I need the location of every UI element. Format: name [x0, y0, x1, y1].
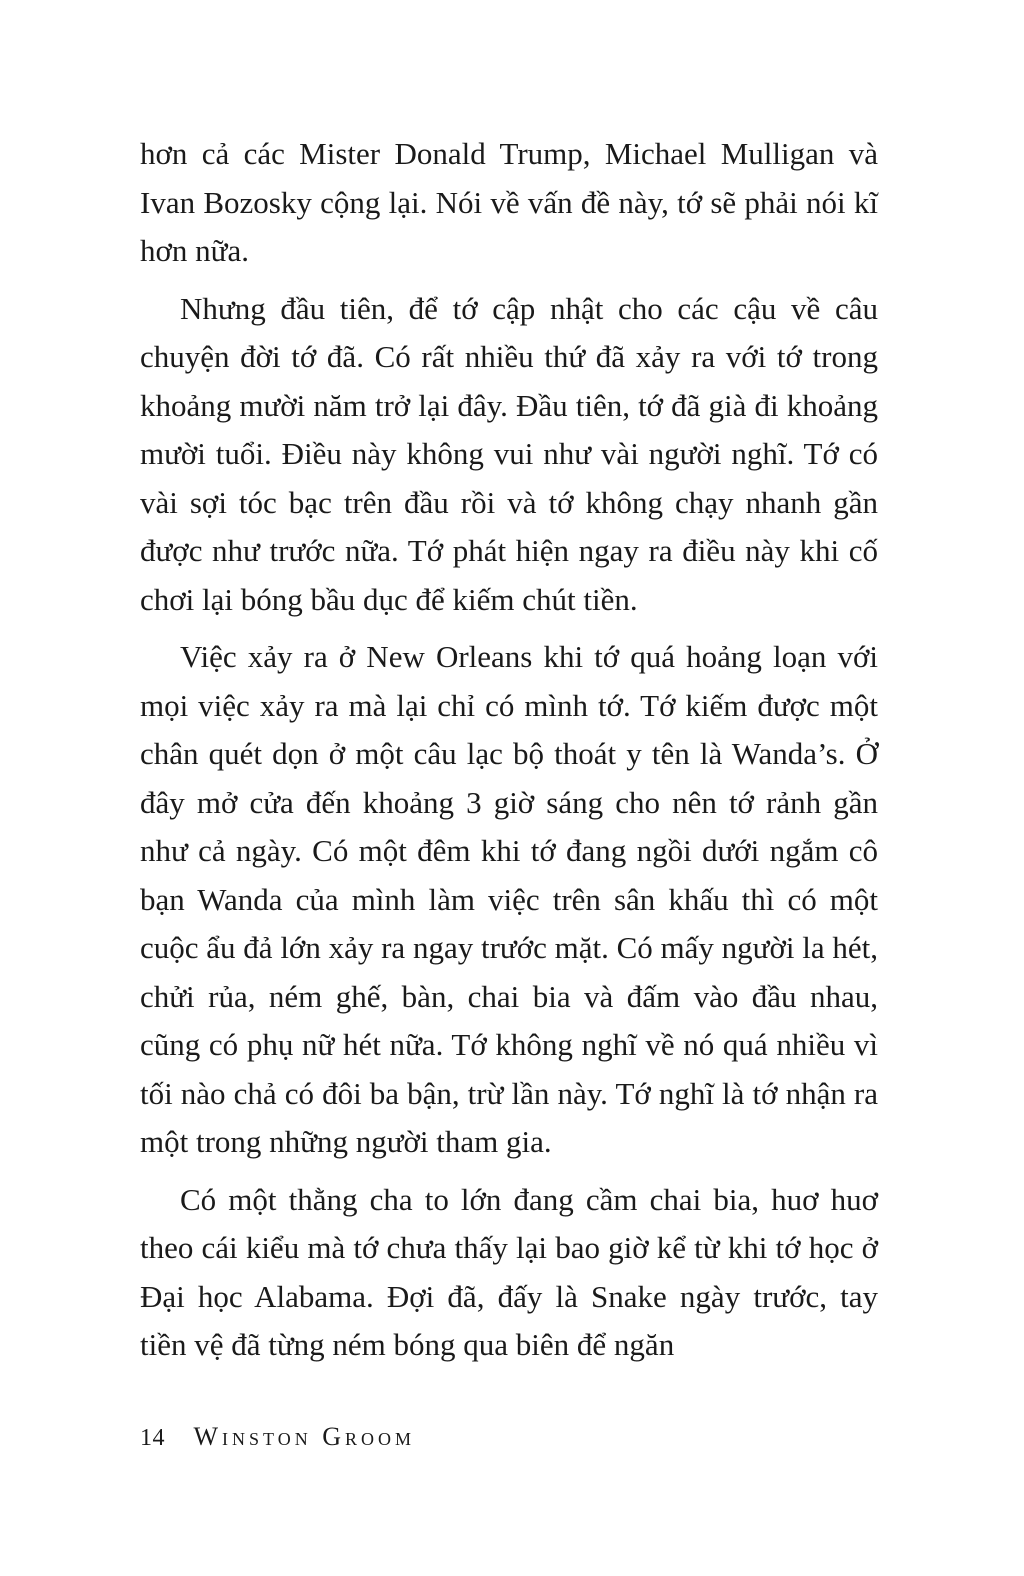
- paragraph-1: hơn cả các Mister Donald Trump, Michael Mulligan và Ivan Bozosky cộng lại. Nói về vấn đề này, tớ sẽ phải nói kĩ hơn nữa.: [140, 136, 878, 268]
- running-head-author: Winston Groom: [193, 1422, 415, 1451]
- page-number: 14: [140, 1425, 165, 1451]
- paragraph-3: Việc xảy ra ở New Orleans khi tớ quá hoảng loạn với mọi việc xảy ra mà lại chỉ có mình tớ. Tớ kiếm được một chân quét dọn ở một câu lạc bộ thoát y tên là Wanda’s. Ở đây mở cửa đến khoảng 3 giờ sáng cho nên tớ rảnh gần như cả ngày. Có một đêm khi tớ đang ngồi dưới ngắm cô bạn Wanda của mình làm việc trên sân khấu thì có một cuộc ẩu đả lớn xảy ra ngay trước mặt. Có mấy người la hét, chửi rủa, ném ghế, bàn, chai bia và đấm vào đầu nhau, cũng có phụ nữ hét nữa. Tớ không nghĩ về nó quá nhiều vì tối nào chả có đôi ba bận, trừ lần này. Tớ nghĩ là tớ nhận ra một trong những người tham gia.: [140, 639, 878, 1159]
- page-footer: [140, 1422, 415, 1452]
- paragraph-2: Nhưng đầu tiên, để tớ cập nhật cho các cậu về câu chuyện đời tớ đã. Có rất nhiều thứ đã xảy ra với tớ trong khoảng mười năm trở lại đây. Đầu tiên, tớ đã già đi khoảng mười tuổi. Điều này không vui như vài người nghĩ. Tớ có vài sợi tóc bạc trên đầu rồi và tớ không chạy nhanh gần được như trước nữa. Tớ phát hiện ngay ra điều này khi cố chơi lại bóng bầu dục để kiếm chút tiền.: [140, 290, 878, 617]
- body-text: [140, 130, 878, 1370]
- paragraph-4: Có một thằng cha to lớn đang cầm chai bia, huơ huơ theo cái kiểu mà tớ chưa thấy lại bao giờ kể từ khi tớ học ở Đại học Alabama. Đợi đã, đấy là Snake ngày trước, tay tiền vệ đã từng ném bóng qua biên để ngăn: [140, 1181, 878, 1362]
